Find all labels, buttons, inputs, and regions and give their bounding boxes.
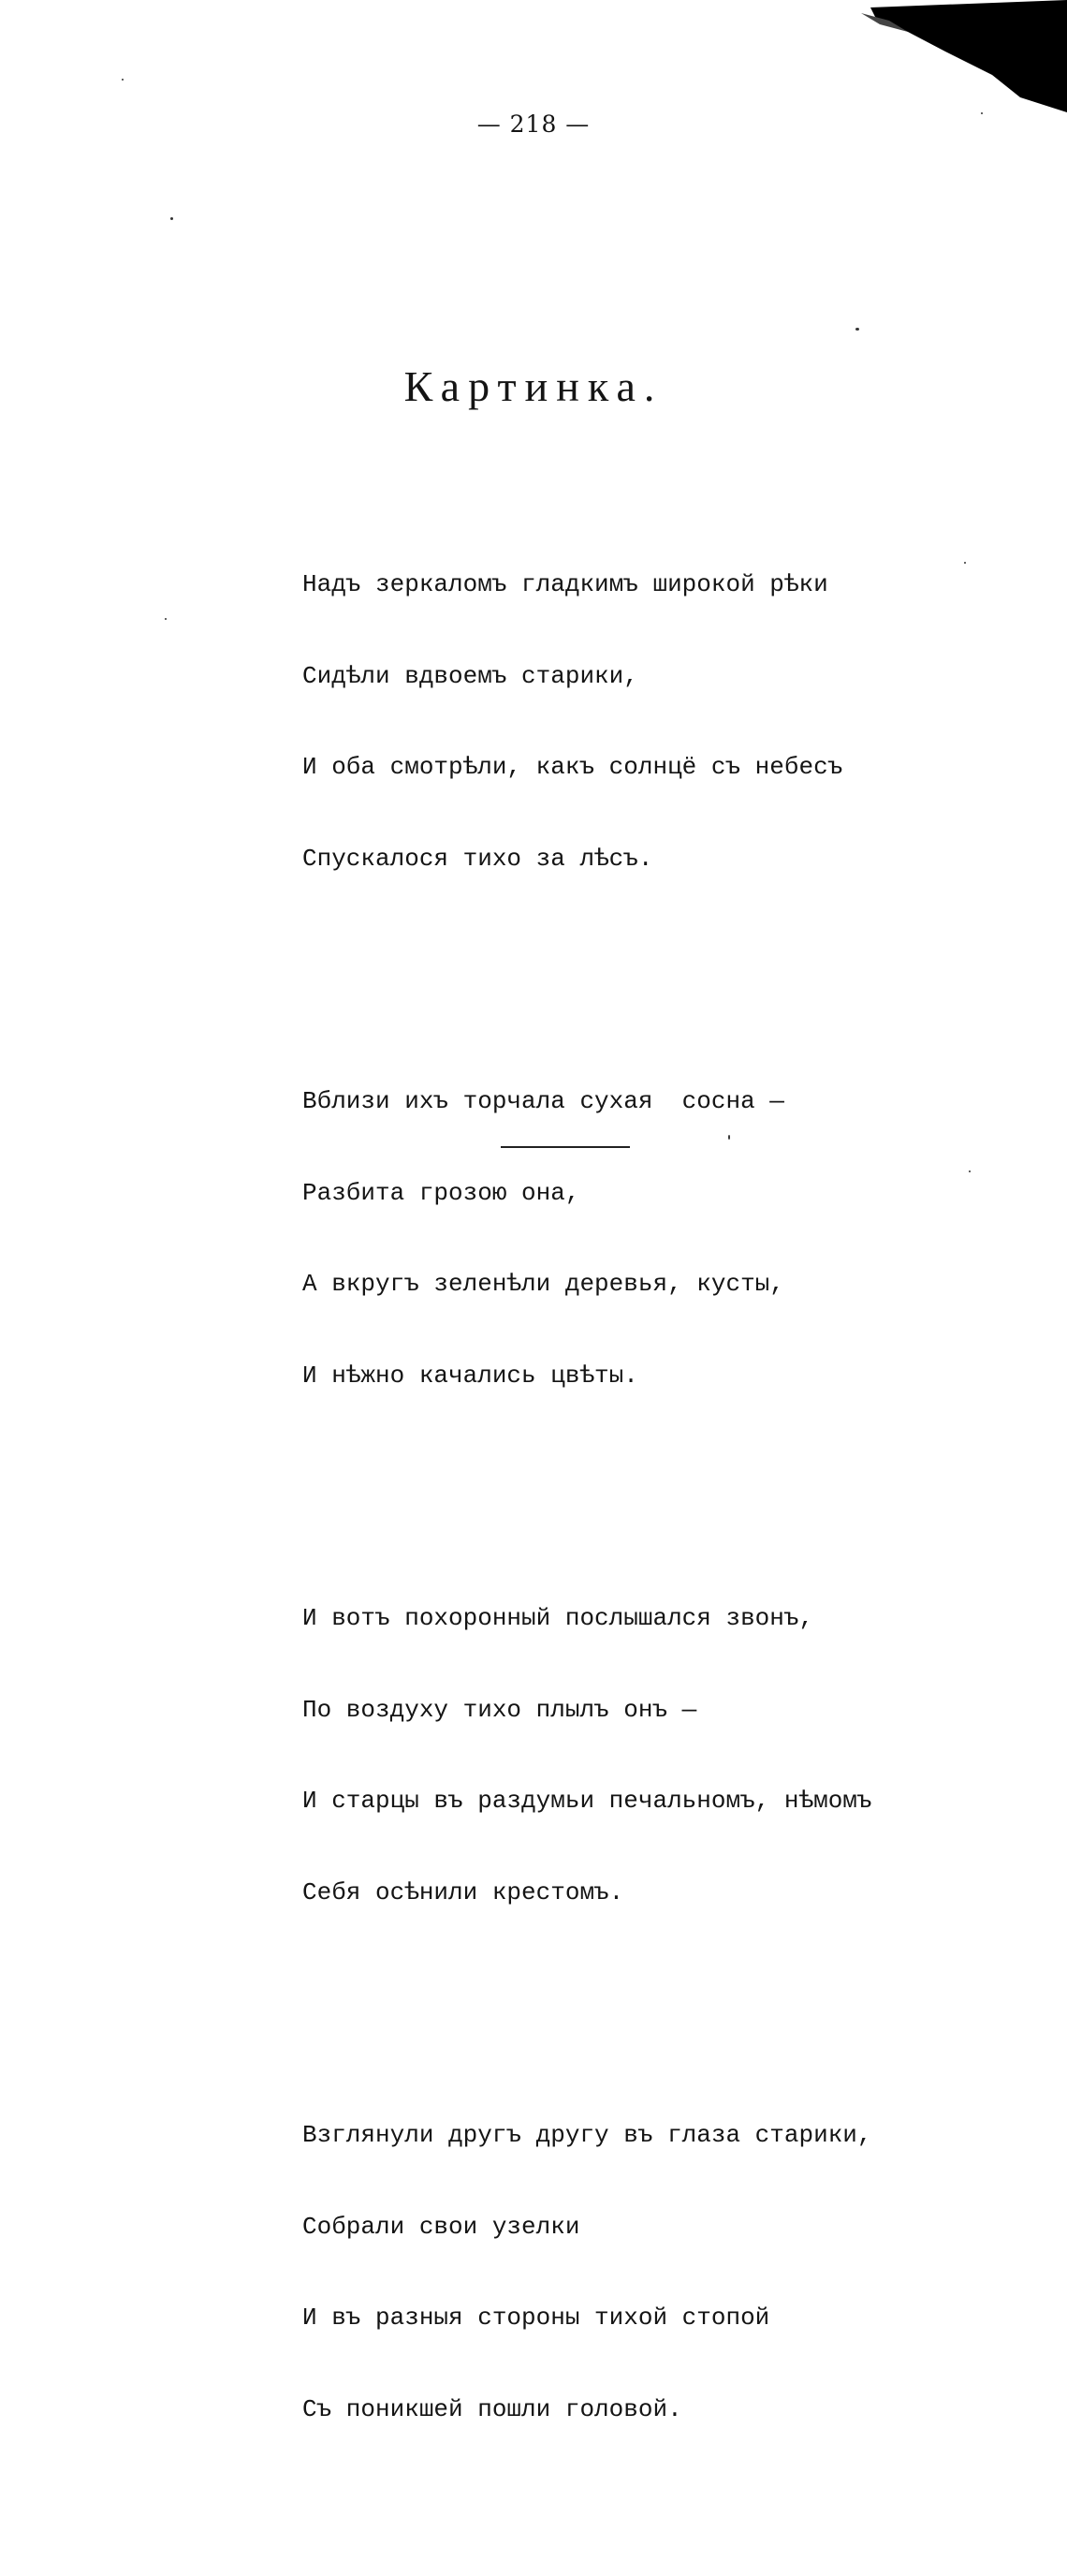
poem-line: И въ разныя стороны тихой стопой <box>302 2304 770 2332</box>
dust-speck <box>165 618 167 620</box>
dust-speck <box>170 217 173 220</box>
poem-body <box>302 448 920 2576</box>
stanza-1 <box>302 508 920 935</box>
dust-speck <box>855 328 859 331</box>
poem-line: И старцы въ раздумьи печальномъ, нѣмомъ <box>302 1787 872 1815</box>
poem-line: Съ поникшей пошли головой. <box>302 2394 682 2423</box>
end-rule <box>501 1146 630 1148</box>
dust-speck <box>981 112 983 114</box>
dust-speck <box>969 1170 971 1172</box>
poem-line: Разбита грозою она, <box>302 1178 580 1207</box>
poem-line: Собрали свои узелки <box>302 2212 580 2241</box>
stanza-3 <box>302 1542 920 1968</box>
page-number: — 218 — <box>476 110 591 138</box>
poem-line: И вотъ похоронный послышался звонъ, <box>302 1604 814 1632</box>
dust-speck <box>728 1135 730 1140</box>
poem-line: Спускалося тихо за лѣсъ. <box>302 844 653 873</box>
poem-line: Вблизи ихъ торчала сухая сосна — <box>302 1087 784 1115</box>
dust-speck <box>122 79 124 81</box>
poem-line: А вкругъ зеленѣли деревья, кусты, <box>302 1270 784 1298</box>
poem-line: И оба смотрѣли, какъ солнцё съ небесъ <box>302 753 843 781</box>
poem-line: По воздуху тихо плылъ онъ — <box>302 1695 697 1724</box>
dust-speck <box>964 562 966 564</box>
poem-title: Картинка. <box>403 362 664 410</box>
poem-line: Надъ зеркаломъ гладкимъ широкой рѣки <box>302 570 828 598</box>
poem-line: Сидѣли вдвоемъ старики, <box>302 661 638 690</box>
poem-line: Себя осѣнили крестомъ. <box>302 1877 624 1906</box>
stanza-2 <box>302 1025 920 1451</box>
stanza-4 <box>302 2059 920 2485</box>
poem-line: Взглянули другъ другу въ глаза старики, <box>302 2121 872 2149</box>
poem-line: И нѣжно качались цвѣты. <box>302 1361 638 1390</box>
